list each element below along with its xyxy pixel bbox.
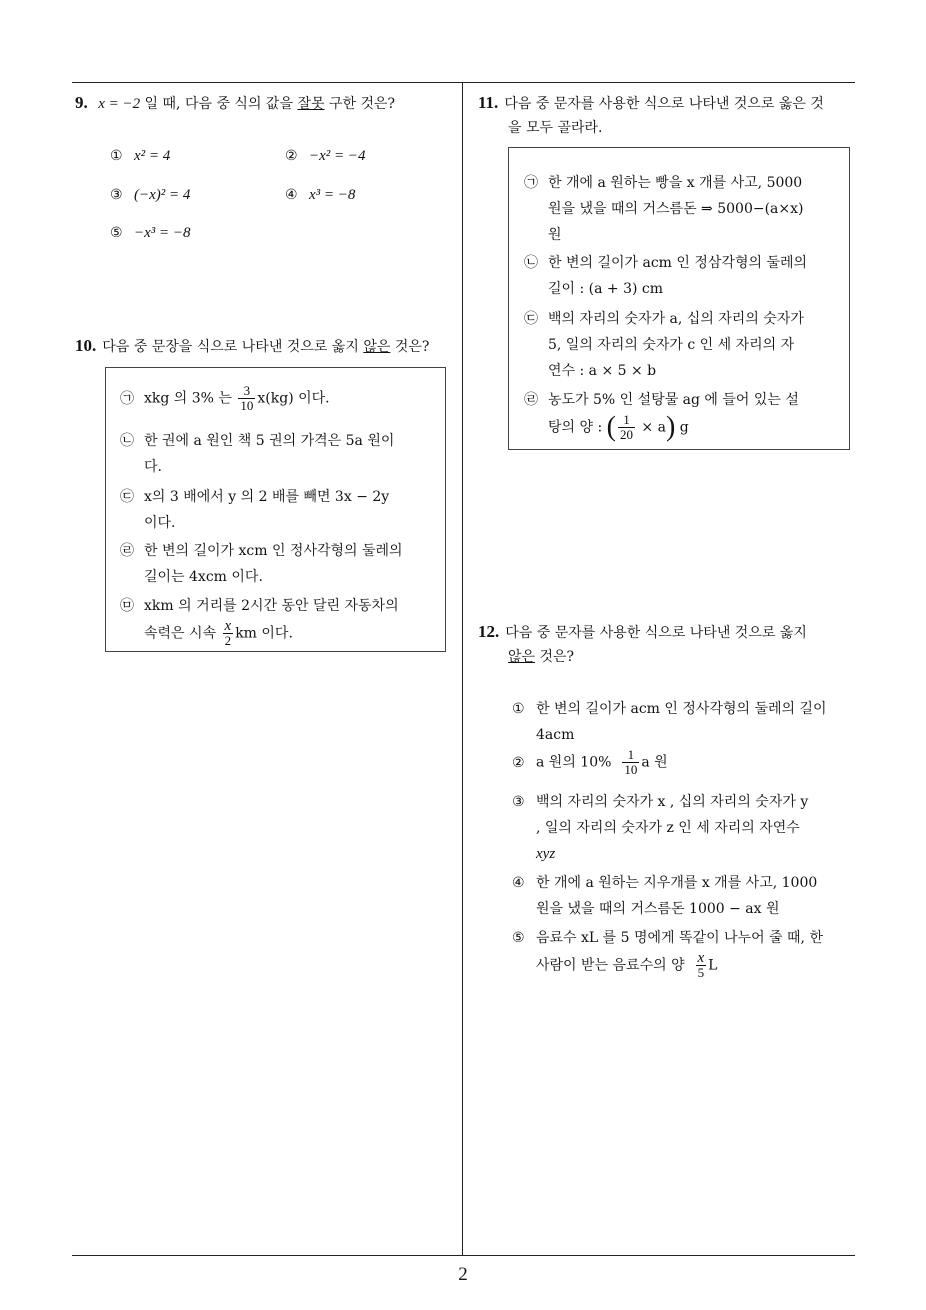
option-2[interactable]: ② −x² = −4: [285, 148, 366, 164]
option-5[interactable]: ⑤ −x³ = −8: [110, 225, 191, 241]
top-rule: [72, 82, 855, 83]
emphasis: 잘못: [297, 96, 325, 112]
question-text: 다음 중 문자를 사용한 식으로 나타낸 것으로 옳지: [505, 625, 807, 641]
question-number: 11.: [478, 93, 499, 112]
option-3[interactable]: ③ (−x)² = 4: [110, 187, 191, 203]
page-number: 2: [458, 1264, 468, 1285]
fraction: $\frac{x}{5}$: [697, 950, 705, 980]
statement-1[interactable]: ㉠ 한 개에 a 원하는 빵을 x 개를 사고, 5000 원을 냈을 때의 거스름돈 ⇒ 5000−(a×x) 원: [524, 175, 804, 243]
question-text: 다음 중 문장을 식으로 나타낸 것으로 옳지: [102, 339, 364, 355]
statement-4[interactable]: ㉣ 한 변의 길이가 xcm 인 정사각형의 둘레의 길이는 4xcm 이다.: [120, 543, 403, 585]
column-divider: [462, 82, 463, 1256]
option-5[interactable]: ⑤ 음료수 xL 를 5 명에게 똑같이 나누어 줄 때, 한 사람이 받는 음료수의 양 $\frac{x}{5}$ L: [512, 930, 823, 980]
fraction: $\frac{1}{20}$: [619, 412, 633, 442]
emphasis: 않은: [508, 649, 536, 665]
option-4[interactable]: ④ 한 개에 a 원하는 지우개를 x 개를 사고, 1000 원을 냈을 때의 거스름돈 1000 − ax 원: [512, 875, 818, 917]
option-3[interactable]: ③ 백의 자리의 숫자가 x , 십의 자리의 숫자가 y , 일의 자리의 숫자가 z 인 세 자리의 자연수 xyz: [512, 794, 809, 862]
emphasis: 않은: [363, 339, 391, 355]
option-1[interactable]: ① x² = 4: [110, 148, 171, 164]
question-text-end: 구한 것은?: [324, 96, 396, 112]
option-4[interactable]: ④ x³ = −8: [285, 187, 356, 203]
statement-5[interactable]: ㉤ xkm 의 거리를 2시간 동안 달린 자동차의 속력은 시속 $\frac{x}{2}$ km 이다.: [120, 598, 399, 648]
statement-2[interactable]: ㉡ 한 변의 길이가 acm 인 정삼각형의 둘레의 길이 : (a + 3) cm: [524, 255, 808, 297]
option-1[interactable]: ① 한 변의 길이가 acm 인 정사각형의 둘레의 길이 4acm: [512, 701, 827, 743]
fraction: $\frac{1}{10}$: [624, 747, 638, 777]
question-number: 9.: [75, 93, 88, 112]
question-text-end: 것은?: [390, 339, 430, 355]
question-text: 다음 중 문자를 사용한 식으로 나타낸 것으로 옳은 것: [504, 96, 824, 112]
statement-3[interactable]: ㉢ 백의 자리의 숫자가 a, 십의 자리의 숫자가 5, 일의 자리의 숫자가 c 인 세 자리의 자 연수 : a × 5 × b: [524, 311, 804, 379]
option-2[interactable]: ② a 원의 10% $\frac{1}{10}$ a 원: [512, 747, 668, 777]
bottom-rule: [72, 1255, 855, 1256]
statement-3[interactable]: ㉢ x의 3 배에서 y 의 2 배를 빼면 3x − 2y 이다.: [120, 489, 390, 531]
question-9: [75, 91, 455, 116]
question-11: 11. 다음 중 문자를 사용한 식으로 나타낸 것으로 옳은 것 을 모두 골라라.: [478, 93, 824, 136]
question-12: 12. 다음 중 문자를 사용한 식으로 나타낸 것으로 옳지 않은 것은?: [478, 622, 807, 665]
condition: x = −2: [98, 96, 141, 112]
statement-4[interactable]: ㉣ 농도가 5% 인 설탕물 ag 에 들어 있는 설 탕의 양 : ( $\frac{1}{20}$ × a) g: [524, 392, 799, 443]
statement-2[interactable]: ㉡ 한 권에 a 원인 책 5 권의 가격은 5a 원이 다.: [120, 433, 395, 475]
statement-1[interactable]: ㉠ xkg 의 3% 는 $\frac{3}{10}$ x(kg) 이다.: [120, 383, 330, 413]
question-text: 일 때, 다음 중 식의 값을: [140, 96, 298, 112]
question-number: 10.: [75, 336, 97, 355]
fraction: $\frac{x}{2}$: [224, 618, 232, 648]
fraction: $\frac{3}{10}$: [240, 383, 254, 413]
question-number: 12.: [478, 622, 500, 641]
question-10: [75, 334, 460, 359]
